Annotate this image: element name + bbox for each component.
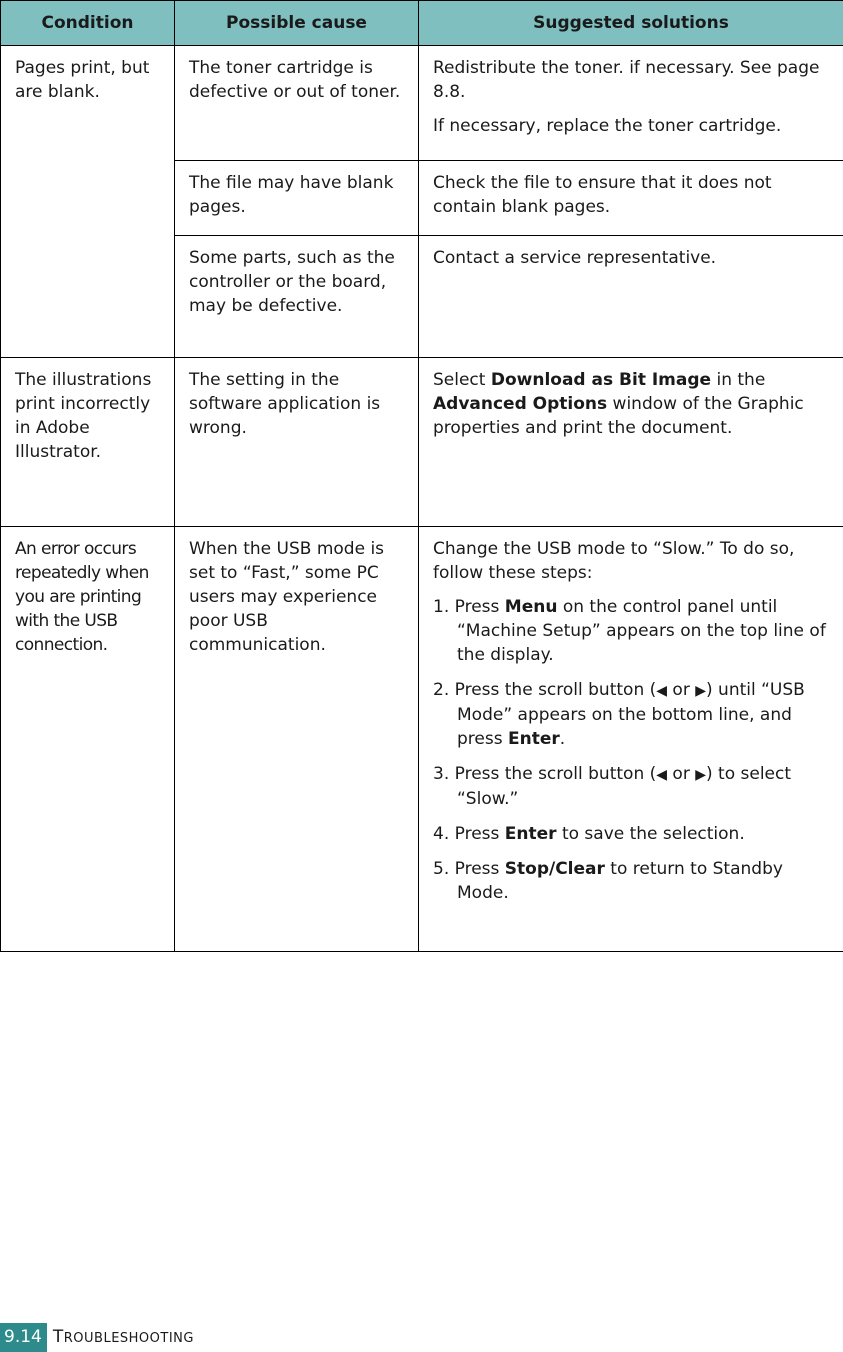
right-arrow-icon: ▶ xyxy=(695,767,707,783)
header-suggested-solutions: Suggested solutions xyxy=(419,1,843,46)
text-run: or xyxy=(667,764,696,784)
solution-cell xyxy=(419,46,843,161)
solution-text: Check the file to ensure that it does not contain blank pages. xyxy=(433,173,772,217)
cause-cell: The setting in the software application is wrong. xyxy=(175,358,419,527)
table-header-row xyxy=(1,1,843,46)
condition-cell: Pages print, but are blank. xyxy=(1,46,175,358)
text-run: . xyxy=(559,729,566,749)
key-name-menu: Menu xyxy=(504,597,558,617)
text-run: 2. Press the scroll button ( xyxy=(433,680,657,700)
table-row xyxy=(1,527,843,952)
cause-cell: The toner cartridge is defective or out of toner. xyxy=(175,46,419,161)
solution-text: Redistribute the toner. if necessary. See page 8.8. xyxy=(433,58,820,102)
page-number: 9.14 xyxy=(0,1323,47,1352)
right-arrow-icon: ▶ xyxy=(695,683,707,699)
table-row xyxy=(1,358,843,527)
left-arrow-icon: ◀ xyxy=(656,683,668,699)
section-title xyxy=(47,1325,194,1351)
option-name-download-as-bit-image: Download as Bit Image xyxy=(490,370,712,390)
solution-text: Contact a service representative. xyxy=(433,248,717,268)
text-run: 4. Press xyxy=(433,824,505,844)
header-possible-cause: Possible cause xyxy=(175,1,419,46)
left-arrow-icon: ◀ xyxy=(656,767,668,783)
cause-cell: The file may have blank pages. xyxy=(175,161,419,236)
text-run: ) until “USB Mode” appears on the bottom line, and press xyxy=(457,680,805,749)
cause-cell: Some parts, such as the controller or the board, may be defective. xyxy=(175,236,419,358)
solution-cell xyxy=(419,358,843,527)
condition-cell: An error occurs repeatedly when you are printing with the USB connection. xyxy=(1,527,175,952)
text-run: Select xyxy=(433,370,491,390)
option-name-advanced-options: Advanced Options xyxy=(433,394,608,414)
text-run: 1. Press xyxy=(433,597,505,617)
step-item xyxy=(433,762,829,811)
cause-cell: When the USB mode is set to “Fast,” some PC users may experience poor USB communication. xyxy=(175,527,419,952)
solution-text: If necessary, replace the toner cartridge. xyxy=(433,116,782,136)
step-item xyxy=(433,822,829,846)
text-run: to return to Standby Mode. xyxy=(457,859,783,903)
text-run: 5. Press xyxy=(433,859,505,879)
header-condition: Condition xyxy=(1,1,175,46)
step-item xyxy=(433,678,829,751)
text-run: 3. Press the scroll button ( xyxy=(433,764,657,784)
steps-list xyxy=(433,595,829,905)
solution-text: Change the USB mode to “Slow.” To do so, follow these steps: xyxy=(433,539,795,583)
text-run: window of the Graphic properties and print the document. xyxy=(433,394,804,438)
key-name-enter: Enter xyxy=(504,824,557,844)
key-name-enter: Enter xyxy=(507,729,560,749)
section-title-initial: T xyxy=(52,1326,64,1347)
text-run: or xyxy=(667,680,696,700)
solution-cell xyxy=(419,161,843,236)
text-run: ) to select “Slow.” xyxy=(457,764,792,809)
section-title-rest: ROUBLESHOOTING xyxy=(63,1330,194,1346)
step-item xyxy=(433,595,829,667)
solution-text xyxy=(433,368,829,440)
condition-cell: The illustrations print incorrectly in Adobe Illustrator. xyxy=(1,358,175,527)
step-item xyxy=(433,857,829,905)
solution-cell xyxy=(419,527,843,952)
text-run: in the xyxy=(711,370,766,390)
page-footer xyxy=(0,1323,194,1352)
text-run: on the control panel until “Machine Setup” appears on the top line of the display. xyxy=(457,597,826,665)
text-run: to save the selection. xyxy=(556,824,745,844)
table-row xyxy=(1,46,843,161)
solution-cell xyxy=(419,236,843,358)
key-name-stop-clear: Stop/Clear xyxy=(504,859,605,879)
